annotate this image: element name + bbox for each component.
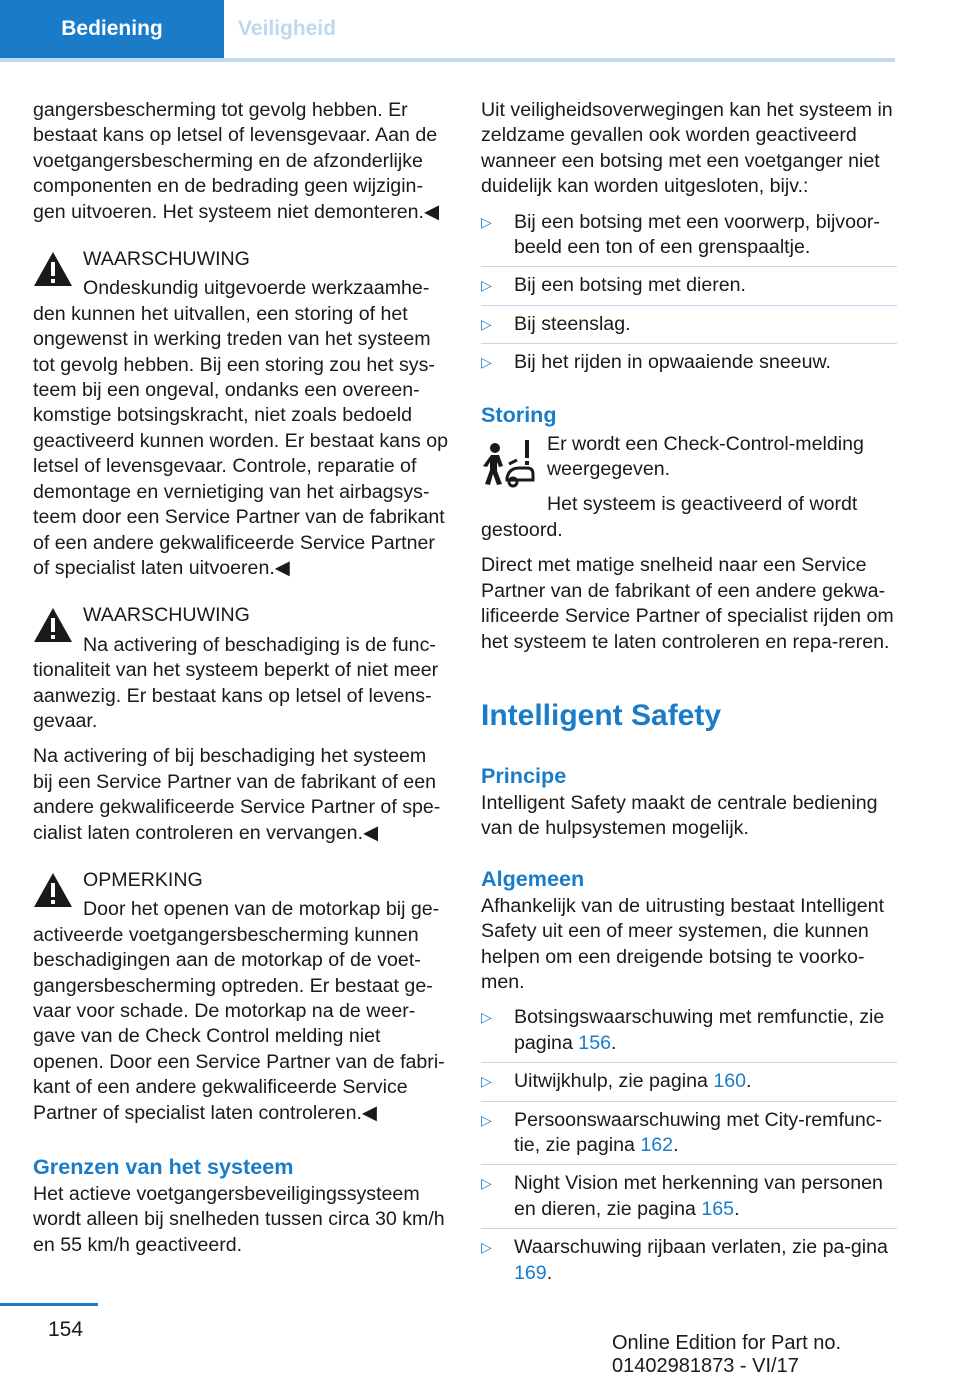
page-link[interactable]: 165 [701, 1197, 735, 1220]
list-item: ▷ Persoonswaarschuwing met City-remfunc-tie, zie pagina 162. [481, 1108, 897, 1166]
page-link[interactable]: 160 [713, 1070, 747, 1093]
list-item-text: Bij steenslag. [514, 312, 631, 335]
page-link[interactable]: 156 [578, 1031, 611, 1054]
paragraph: Er wordt een Check-Control-melding weergegeven. [547, 432, 864, 481]
list-item-text: Persoonswaarschuwing met City-remfunc-tie, zie pagina [514, 1108, 883, 1156]
warning-triangle-icon [33, 607, 73, 643]
warning-block [33, 603, 449, 846]
warning-heading: WAARSCHUWING [83, 248, 250, 271]
list-item-text: Bij het rijden in opwaaiende sneeuw. [514, 351, 831, 374]
bullet-list [481, 210, 897, 382]
triangle-bullet-icon: ▷ [481, 315, 492, 332]
list-item [481, 350, 897, 381]
triangle-bullet-icon: ▷ [481, 1009, 492, 1026]
paragraph: gangersbescherming tot gevolg hebben. Er bestaat kans op letsel of levensgevaar. Aan de voetgangersbescherming en de afzonderlijke componenten en de bedrading geen wijzigin-gen uitvoeren. Het systeem niet demonteren.◀ [33, 99, 440, 223]
warning-text: Na activering of bij beschadiging het systeem bij een Service Partner van de fabrikant of een andere gekwalificeerde Service Partner of spe-cialist laten controleren en vervangen.◀ [33, 745, 441, 844]
page-number: 154 [48, 1318, 84, 1341]
list-item-text: Waarschuwing rijbaan verlaten, zie pa-gina [514, 1236, 888, 1259]
triangle-bullet-icon: ▷ [481, 277, 492, 294]
page-number-bar [0, 1303, 98, 1306]
paragraph: Uit veiligheidsoverwegingen kan het systeem in zeldzame gevallen ook worden geactiveerd wanneer een botsing met een voetganger niet duidelijk kan worden uitgesloten, bijv.: [481, 99, 893, 198]
warning-text: Na activering of beschadiging is de func-tionaliteit van het systeem beperkt of niet meer aanwezig. Er bestaat kans op letsel of levens-gevaar. [33, 633, 439, 732]
list-item [481, 273, 897, 305]
paragraph: Het systeem is geactiveerd of wordt gestoord. [481, 493, 858, 541]
warning-heading: WAARSCHUWING [83, 604, 250, 627]
storing-block [481, 432, 897, 544]
paragraph: Intelligent Safety maakt de centrale bediening van de hulpsystemen mogelijk. [481, 791, 878, 840]
header-tabs [0, 0, 414, 62]
section-heading-storing: Storing [481, 401, 557, 427]
paragraph: Direct met matige snelheid naar een Service Partner van de fabrikant of een andere gekwa-lificeerde Service Partner of specialist rijden om het systeem te laten controleren en repa-reren. [481, 554, 894, 653]
warning-block [33, 247, 449, 581]
notice-text: Door het openen van de motorkap bij ge-activeerde voetgangersbescherming kunnen beschadigingen aan de motorkap of de voet-gangersbescherming optreden. Er bestaat ge-vaar voor schade. De motorkap na de weer-gave van de Check Control melding niet openen. Door een Service Partner van de fabri-kant of een andere gekwalificeerde Service Partner of specialist laten controleren.◀ [33, 898, 445, 1124]
notice-heading: OPMERKING [83, 868, 203, 891]
list-item: ▷ Waarschuwing rijbaan verlaten, zie pa-gina 169. [481, 1236, 888, 1284]
paragraph: Afhankelijk van de uitrusting bestaat Intelligent Safety uit een of meer systemen, die kunnen helpen om een dreigende botsing te voorko-men. [481, 894, 885, 993]
pedestrian-protection-icon [481, 436, 537, 492]
triangle-bullet-icon: ▷ [481, 1073, 492, 1090]
section-title-intelligent-safety: Intelligent Safety [481, 698, 722, 732]
left-column [33, 98, 449, 1268]
page-link[interactable]: 169 [514, 1261, 547, 1284]
triangle-bullet-icon: ▷ [481, 213, 492, 230]
list-item-text: Bij een botsing met dieren. [514, 274, 746, 297]
list-item [481, 312, 897, 344]
list-item [481, 210, 897, 268]
paragraph: Het actieve voetgangersbeveiligingssysteem wordt alleen bij snelheden tussen circa 30 km/h en 55 km/h geactiveerd. [33, 1183, 445, 1256]
list-item-text: Night Vision met herkenning van personen en dieren, zie pagina [514, 1172, 883, 1220]
footer-edition: Online Edition for Part no. 01402981873 - VI/17 [612, 1332, 842, 1377]
section-heading-grenzen: Grenzen van het systeem [33, 1154, 294, 1180]
tab-veiligheid[interactable]: Veiligheid [238, 17, 337, 40]
triangle-bullet-icon: ▷ [481, 354, 492, 371]
list-item: ▷ Botsingswaarschuwing met remfunctie, zie pagina 156. [481, 1005, 897, 1063]
list-item-text: Bij een botsing met een voorwerp, bijvoor-beeld een ton of een grenspaaltje. [514, 210, 880, 259]
bullet-list [481, 1005, 897, 1292]
warning-triangle-icon [33, 251, 73, 287]
list-item: ▷ Night Vision met herkenning van personen en dieren, zie pagina 165. [481, 1171, 897, 1229]
warning-text: Ondeskundig uitgevoerde werkzaamhe-den kunnen het uitvallen, een storing of het ongewenst in werking treden van het systeem tot gevolg hebben. Bij een storing zou het sys-teem bij een ongeval, ondanks een overeen-komstige botsingskracht, niet zoals bedoeld geactiveerd kunnen worden. Er bestaat kans op letsel of levensgevaar. Controle, reparatie of demontage en vernietiging van het airbagsys-teem door een Service Partner van de fabrikant of een andere gekwalificeerde Service Partner of specialist laten uitvoeren.◀ [33, 277, 448, 579]
triangle-bullet-icon: ▷ [481, 1175, 492, 1192]
triangle-bullet-icon: ▷ [481, 1239, 492, 1256]
tab-underline [0, 58, 895, 62]
right-column [481, 98, 897, 1306]
section-heading-algemeen: Algemeen [481, 865, 585, 891]
section-heading-principe: Principe [481, 762, 567, 788]
notice-block [33, 868, 449, 1126]
list-item: ▷ Uitwijkhulp, zie pagina 160. [481, 1069, 897, 1101]
tab-bediening[interactable]: Bediening [0, 0, 224, 58]
page-link[interactable]: 162 [640, 1133, 674, 1156]
triangle-bullet-icon: ▷ [481, 1111, 492, 1128]
list-item-text: Botsingswaarschuwing met remfunctie, zie pagina [514, 1006, 885, 1054]
warning-triangle-icon [33, 872, 73, 908]
list-item-text: Uitwijkhulp, zie pagina [514, 1070, 714, 1093]
